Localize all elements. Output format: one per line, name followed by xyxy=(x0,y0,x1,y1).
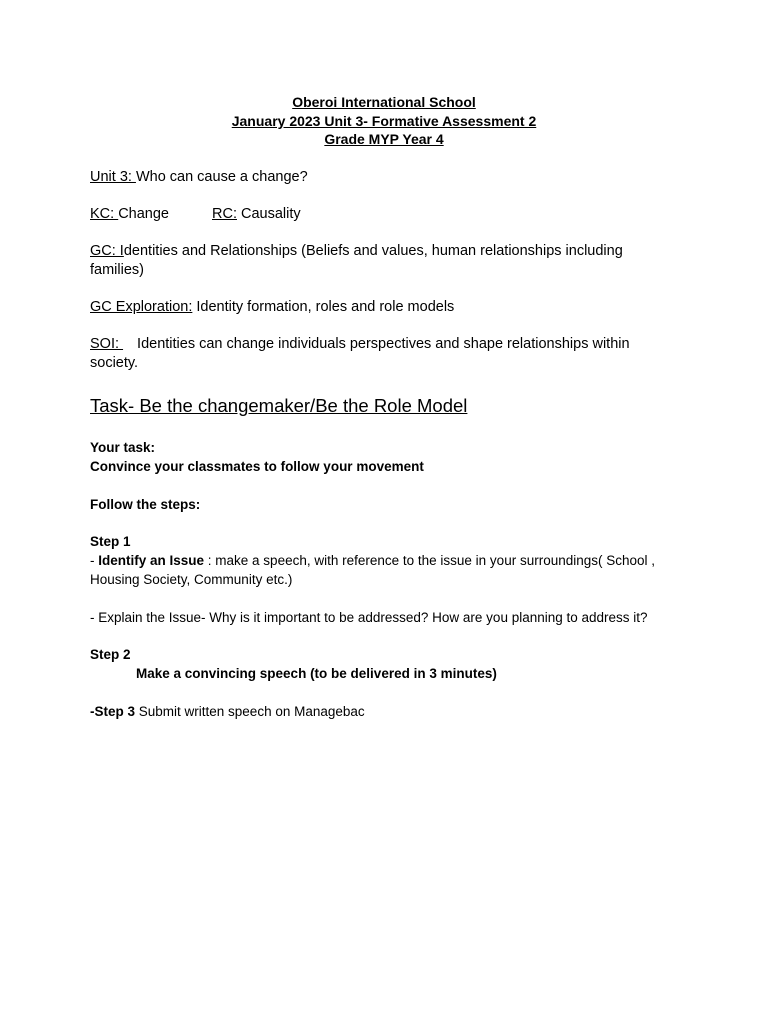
gc-exploration-value: Identity formation, roles and role models xyxy=(196,299,455,315)
gc-line-1 xyxy=(90,242,623,260)
step1-text-1: : make a speech, with reference to the issue in your surroundings( School , xyxy=(204,553,656,568)
grade-title: Grade MYP Year 4 xyxy=(324,131,444,147)
step2-heading: Step 2 xyxy=(90,647,131,662)
assessment-title: January 2023 Unit 3- Formative Assessment 2 xyxy=(231,113,537,129)
step1-dash: - xyxy=(90,553,99,568)
task-title: Task- Be the changemaker/Be the Role Model xyxy=(90,395,468,416)
unit-line xyxy=(90,168,308,186)
kc-value: Change xyxy=(118,206,169,222)
rc-line xyxy=(212,205,301,223)
step3-text: Submit written speech on Managebac xyxy=(135,704,365,719)
step3-line xyxy=(90,703,365,721)
your-task-heading: Your task: xyxy=(90,440,156,455)
gc-text-1: dentities and Relationships (Beliefs and values, human relationships including xyxy=(123,243,623,259)
gc-line-2: families) xyxy=(90,262,144,278)
soi-label: SOI: xyxy=(90,336,124,352)
gc-exploration-label: GC Exploration: xyxy=(90,299,193,315)
concepts-line xyxy=(90,205,169,223)
step2-text: Make a convincing speech (to be delivered in 3 minutes) xyxy=(136,666,497,681)
unit-label: Unit 3: xyxy=(90,169,136,185)
step1-line-1 xyxy=(90,552,655,570)
soi-line-2: society. xyxy=(90,355,139,371)
step1-explain: - Explain the Issue- Why is it important to be addressed? How are you planning to address it? xyxy=(90,610,648,625)
follow-steps-heading: Follow the steps: xyxy=(90,497,201,512)
unit-value: Who can cause a change? xyxy=(135,169,308,185)
school-name: Oberoi International School xyxy=(292,94,476,110)
step1-bold: Identify an Issue xyxy=(98,553,205,568)
soi-line-1 xyxy=(90,335,630,353)
gc-label: GC: I xyxy=(90,243,124,259)
rc-label: RC: xyxy=(212,206,237,222)
your-task-text: Convince your classmates to follow your movement xyxy=(90,459,424,474)
step3-bold: -Step 3 xyxy=(90,704,136,719)
kc-label: KC: xyxy=(90,206,119,222)
rc-value: Causality xyxy=(241,206,301,222)
step1-heading: Step 1 xyxy=(90,534,131,549)
soi-text-1: Identities can change individuals perspectives and shape relationships within xyxy=(137,336,630,352)
step1-line-2: Housing Society, Community etc.) xyxy=(90,572,293,587)
gc-exploration-line xyxy=(90,298,454,316)
